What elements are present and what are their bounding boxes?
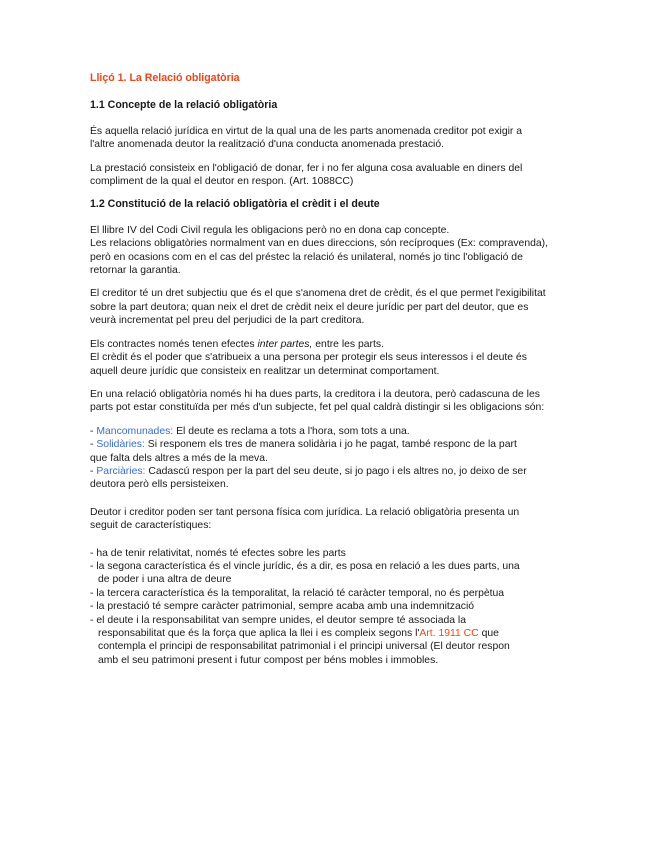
text-line: Deutor i creditor poden ser tant persona física com jurídica. La relació obligatòria presenta un — [90, 506, 520, 518]
list-item: - ha de tenir relativitat, només té efectes sobre les parts — [90, 547, 346, 559]
inter-partes-emphasis: inter partes, — [257, 338, 313, 350]
list-item: - el deute i la responsabilitat van sempre unides, el deutor sempre té associada la — [90, 614, 467, 626]
prestacio-paragraph — [90, 162, 570, 189]
lesson-title: Lliçó 1. La Relació obligatòria — [90, 72, 240, 84]
contractes-paragraph — [90, 338, 570, 378]
list-item: - la segona característica és el vincle jurídic, és a dir, es posa en relació a les dues parts, una — [90, 560, 520, 572]
list-item: - Mancomunades: El deute es reclama a tots a l'hora, som tots a una. — [90, 425, 410, 437]
definition-paragraph — [90, 125, 570, 152]
text-line: És aquella relació jurídica en virtut de la qual una de les parts anomenada creditor pot exigir a — [90, 125, 523, 137]
text-line: La prestació consisteix en l'obligació de donar, fer i no fer alguna cosa avaluable en diners del — [90, 162, 523, 174]
text-line: El llibre IV del Codi Civil regula les obligacions però no en dona cap concepte. — [90, 224, 450, 236]
codi-civil-paragraph — [90, 224, 570, 278]
mancomunades-term: Mancomunades: — [96, 425, 174, 437]
section-2-heading: 1.2 Constitució de la relació obligatòria el crèdit i el deute — [90, 198, 380, 211]
text-line: compliment de la qual el deutor en respon. (Art. 1088CC) — [90, 176, 354, 188]
text-line: sobre la part deutora; quan neix el dret de crèdit neix el deure jurídic per part del deutor, que es — [90, 301, 529, 313]
characteristics-list — [90, 547, 570, 668]
obligation-types-list — [90, 425, 570, 492]
text-line: responsabilitat que és la força que aplica la llei i es compleix segons l'Art. 1911 CC que — [98, 628, 499, 639]
text-line: seguit de característiques: — [90, 520, 212, 532]
list-item: - la prestació té sempre caràcter patrimonial, sempre acaba amb una indemnització — [90, 601, 475, 613]
text-line: amb el seu patrimoni present i futur compost per béns mobles i immobles. — [98, 654, 439, 666]
subjects-paragraph — [90, 506, 570, 533]
text-line: retornar la garantia. — [90, 265, 181, 277]
list-item: - Parciàries: Cadascú respon per la part del seu deute, si jo pago i els altres no, jo deixo de ser — [90, 465, 527, 477]
solidaries-term: Solidàries: — [96, 439, 145, 451]
text-line: l'altre anomenada deutor la realització d'una conducta anomenada prestació. — [90, 139, 445, 151]
text-line: parts pot estar constituïda per més d'un subjecte, fet pel qual caldrà distingir si les obligacions són: — [90, 402, 545, 414]
list-item: - Solidàries: Si responem els tres de manera solidària i jo he pagat, també responc de la part — [90, 439, 517, 451]
creditor-paragraph — [90, 287, 570, 327]
text-line: deutora però ells persisteixen. — [90, 479, 229, 491]
text-line: aquell deure jurídic que consisteix en realitzar un determinat comportament. — [90, 365, 440, 377]
document-page — [90, 72, 570, 667]
art-1911-link[interactable]: Art. 1911 CC — [419, 628, 479, 639]
text-line: Les relacions obligatòries normalment van en dues direccions, són recíproques (Ex: compravenda), — [90, 238, 548, 250]
text-line: En una relació obligatòria només hi ha dues parts, la creditora i la deutora, però cadascuna de les — [90, 388, 540, 400]
section-1-heading: 1.1 Concepte de la relació obligatòria — [90, 99, 278, 112]
list-item: - la tercera característica és la temporalitat, la relació té caràcter temporal, no és perpètua — [90, 587, 505, 599]
text-line: veurà incrementat pel preu del perjudici de la part creditora. — [90, 315, 365, 327]
parciaries-term: Parciàries: — [96, 465, 146, 477]
parts-paragraph — [90, 388, 570, 415]
text-line: El creditor té un dret subjectiu que és el que s'anomena dret de crèdit, és el que permet l'exigibilitat — [90, 288, 546, 300]
text-line: que falta dels altres a més de la meva. — [90, 452, 268, 464]
text-line: contempla el principi de responsabilitat patrimonial i el principi universal (El deutor respon — [98, 641, 510, 653]
text-line: però en ocasions com en el cas del préstec la relació és unilateral, només jo tinc l'obligació de — [90, 251, 523, 263]
text-line: Els contractes només tenen efectes inter partes, entre les parts. — [90, 338, 384, 350]
text-line: de poder i una altra de deure — [98, 574, 232, 586]
text-line: El crèdit és el poder que s'atribueix a una persona per protegir els seus interessos i el deute és — [90, 352, 527, 364]
